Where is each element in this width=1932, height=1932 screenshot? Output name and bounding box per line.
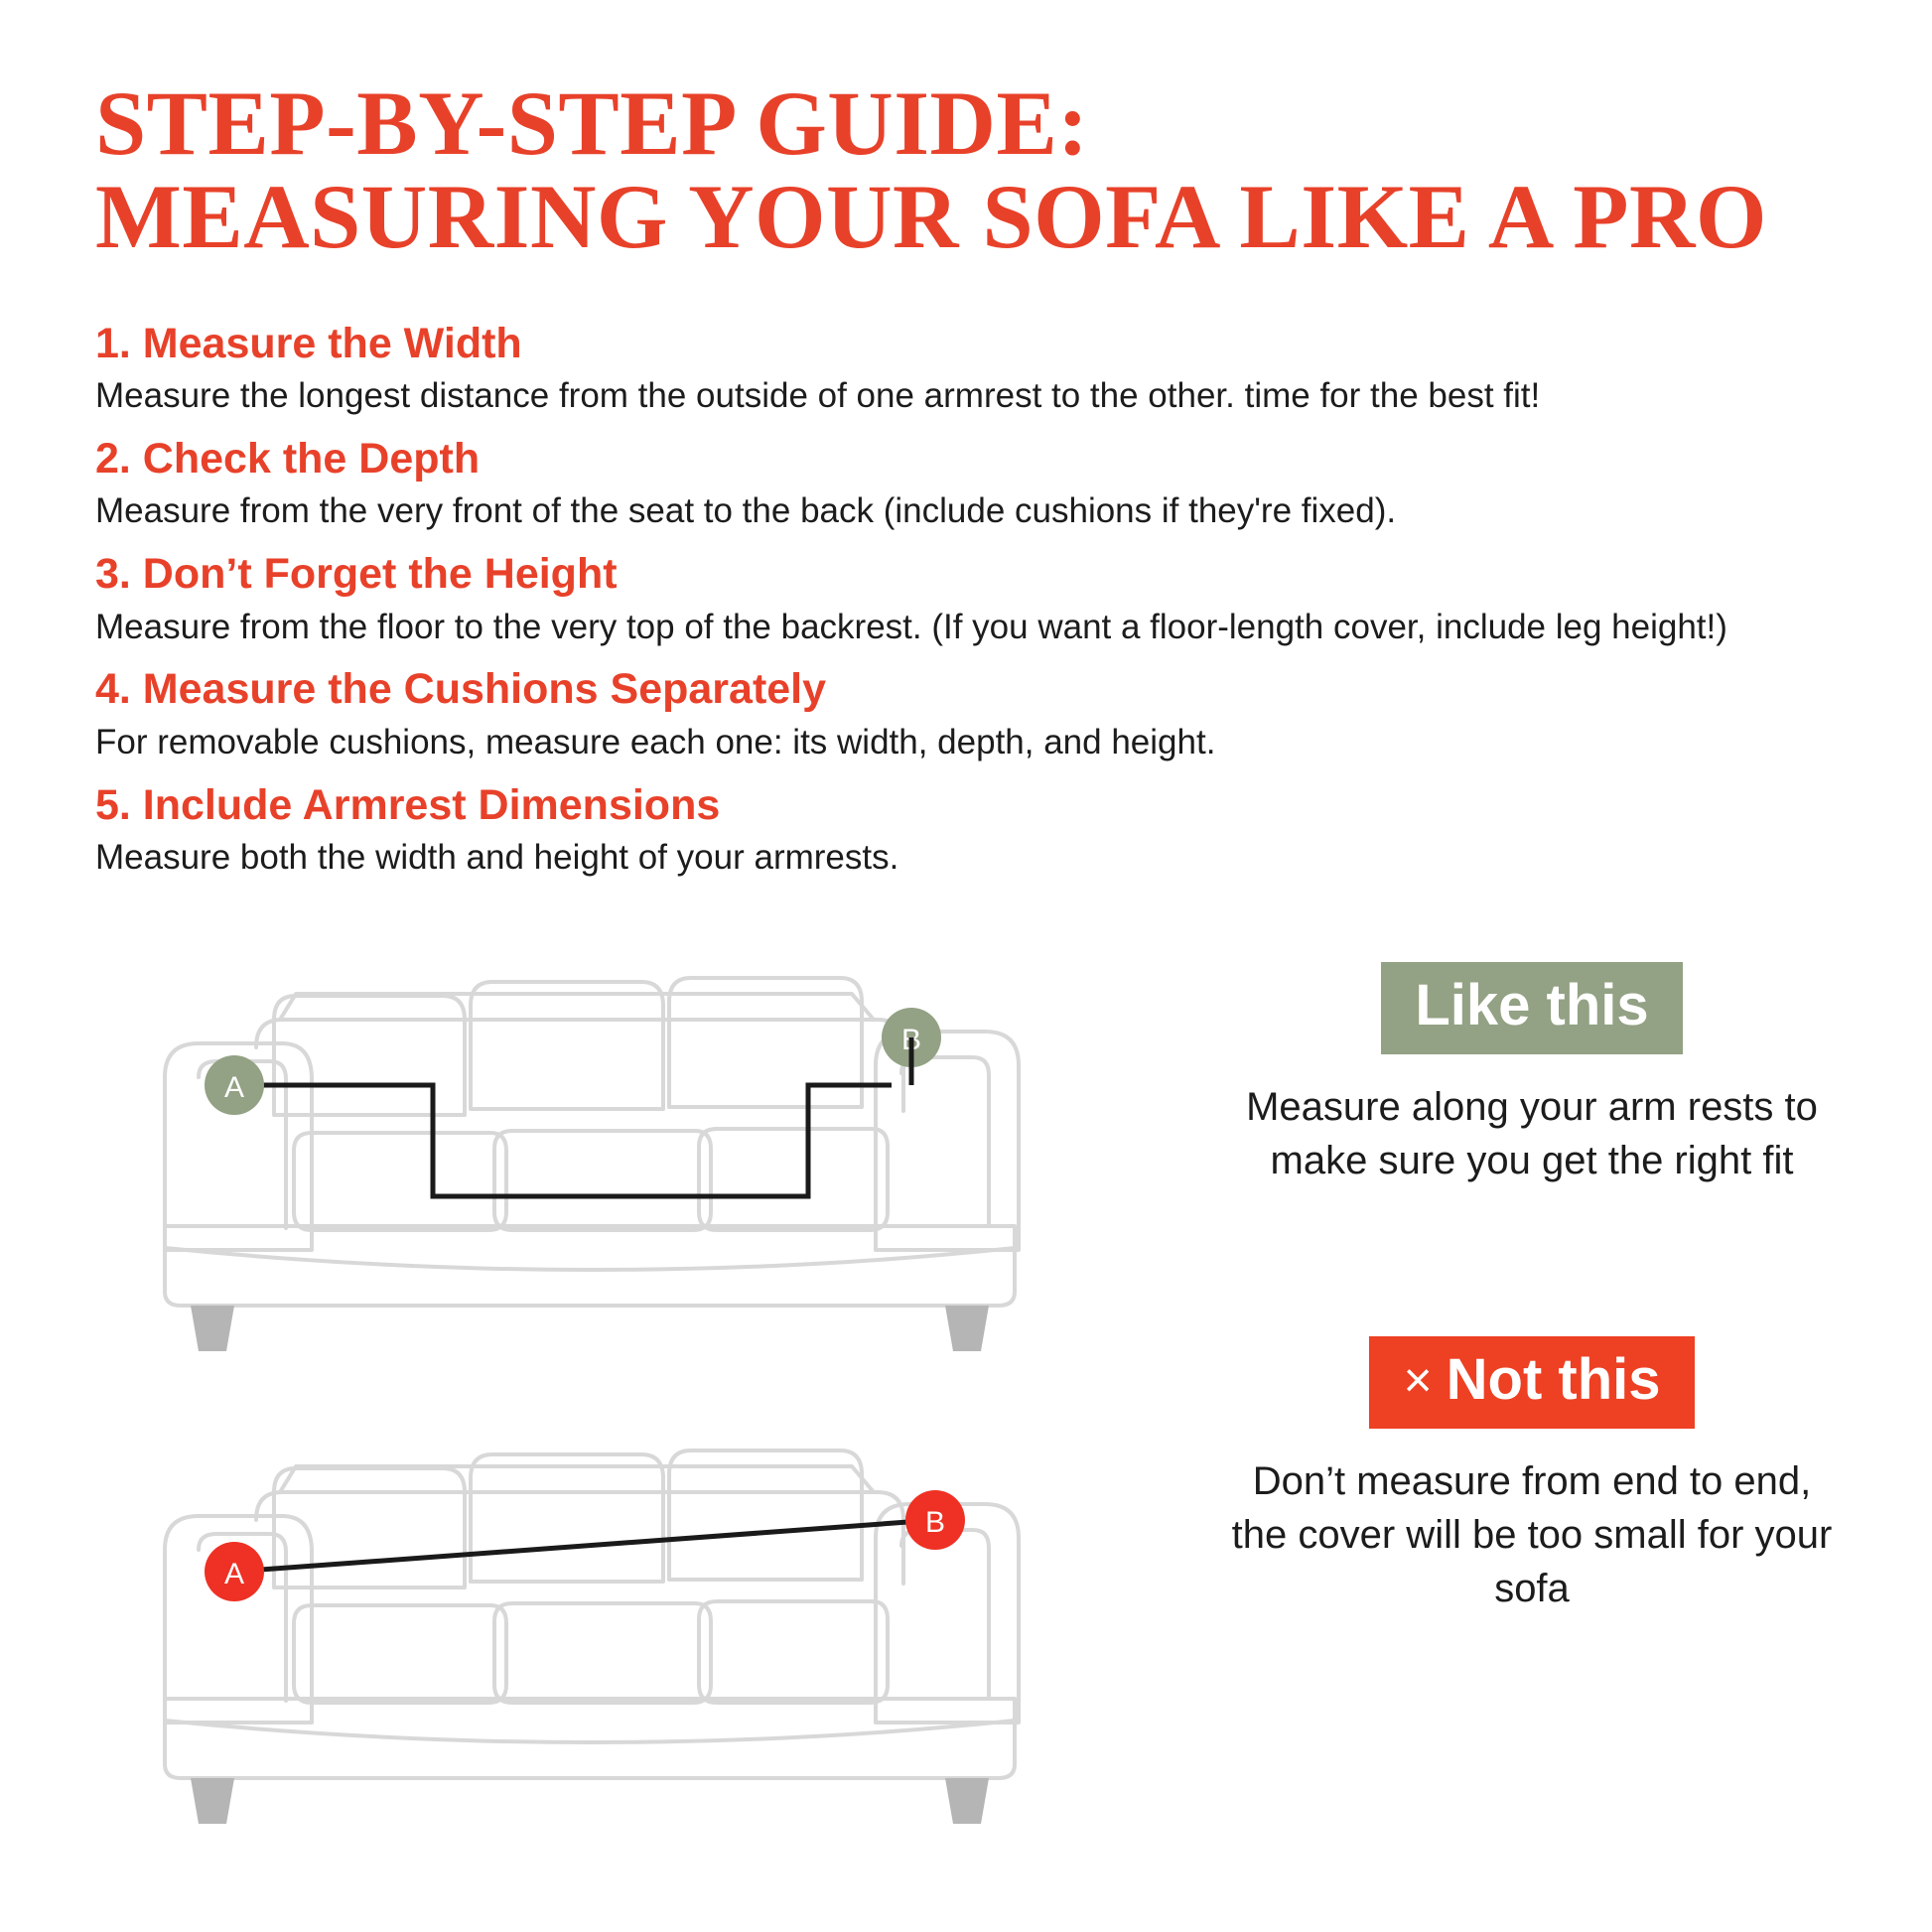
step-body: Measure the longest distance from the outside of one armrest to the other. time for the best fit! bbox=[95, 376, 1541, 416]
step-item bbox=[95, 318, 1837, 419]
back-cushion-right bbox=[669, 1450, 862, 1580]
seat-cushion-right bbox=[699, 1129, 888, 1230]
sofa-base bbox=[165, 1699, 1015, 1778]
measure-path-incorrect bbox=[234, 1520, 935, 1572]
callout-bad-band-row bbox=[1227, 1336, 1837, 1429]
step-item bbox=[95, 779, 1837, 881]
svg-text:B: B bbox=[900, 1023, 922, 1056]
callout-bad-band bbox=[1369, 1336, 1694, 1429]
arm-right-inner bbox=[901, 1057, 989, 1224]
step-body: Measure from the very front of the seat to the back (include cushions if they're fixed). bbox=[95, 491, 1397, 531]
step-item bbox=[95, 433, 1837, 534]
callout-good-text: Measure along your arm rests to make sure you get the right fit bbox=[1246, 1084, 1818, 1182]
callout-good-band-row bbox=[1227, 962, 1837, 1054]
step-heading: 2. Check the Depth bbox=[95, 434, 481, 483]
step-heading: 1. Measure the Width bbox=[95, 319, 522, 367]
svg-text:B: B bbox=[924, 1505, 946, 1539]
title-line-2: MEASURING YOUR SOFA LIKE A PRO bbox=[95, 165, 1767, 267]
callouts-column bbox=[1227, 928, 1837, 1828]
back-cushion-left bbox=[274, 996, 465, 1115]
cross-icon: × bbox=[1403, 1351, 1433, 1408]
step-heading: 4. Measure the Cushions Separately bbox=[95, 665, 827, 714]
sofa-legs bbox=[191, 1778, 989, 1824]
back-frame bbox=[256, 1492, 903, 1584]
sofa-figures bbox=[95, 928, 1207, 1828]
step-heading: 5. Include Armrest Dimensions bbox=[95, 780, 721, 829]
step-body: For removable cushions, measure each one: its width, depth, and height. bbox=[95, 722, 1216, 761]
sofa-legs bbox=[191, 1306, 989, 1351]
sofa-figure-correct bbox=[95, 928, 1207, 1355]
badge-a bbox=[205, 1542, 264, 1601]
illustration-section bbox=[95, 928, 1837, 1828]
back-cushion-center bbox=[471, 1454, 663, 1582]
measure-path-correct bbox=[234, 1085, 892, 1196]
seat-cushion-center bbox=[494, 1603, 711, 1703]
seat-cushion-left bbox=[294, 1605, 506, 1703]
arm-right-inner bbox=[901, 1530, 989, 1697]
step-heading: 3. Don’t Forget the Height bbox=[95, 550, 618, 599]
page-title bbox=[95, 0, 1837, 267]
callout-like-this bbox=[1227, 962, 1837, 1187]
badge-a bbox=[205, 1055, 264, 1115]
sofa-figure-incorrect bbox=[95, 1401, 1207, 1828]
arm-right bbox=[876, 1032, 1019, 1250]
badge-b bbox=[905, 1490, 965, 1550]
callout-bad-label: Not this bbox=[1446, 1346, 1661, 1412]
steps-list bbox=[95, 318, 1837, 881]
sofa-diagram-correct-svg bbox=[95, 928, 1207, 1355]
title-line-1: STEP-BY-STEP GUIDE: bbox=[95, 72, 1089, 174]
seat-cushion-right bbox=[699, 1601, 888, 1703]
callout-good-label: Like this bbox=[1381, 962, 1682, 1054]
back-cushion-center bbox=[471, 982, 663, 1109]
sofa-diagram-incorrect-svg bbox=[95, 1401, 1207, 1828]
step-body: Measure from the floor to the very top of the backrest. (If you want a floor-length cover, include leg height!) bbox=[95, 607, 1727, 646]
seat-cushion-center bbox=[494, 1131, 711, 1230]
callout-bad-text: Don’t measure from end to end, the cover will be too small for your sofa bbox=[1231, 1458, 1833, 1610]
step-item bbox=[95, 663, 1837, 764]
step-body: Measure both the width and height of your armrests. bbox=[95, 838, 899, 878]
sofa-base bbox=[165, 1226, 1015, 1306]
seat-cushion-left bbox=[294, 1133, 506, 1230]
step-item bbox=[95, 548, 1837, 649]
svg-text:A: A bbox=[223, 1557, 245, 1590]
callout-not-this bbox=[1227, 1336, 1837, 1615]
back-cushion-left bbox=[274, 1468, 465, 1587]
svg-text:A: A bbox=[223, 1070, 245, 1104]
